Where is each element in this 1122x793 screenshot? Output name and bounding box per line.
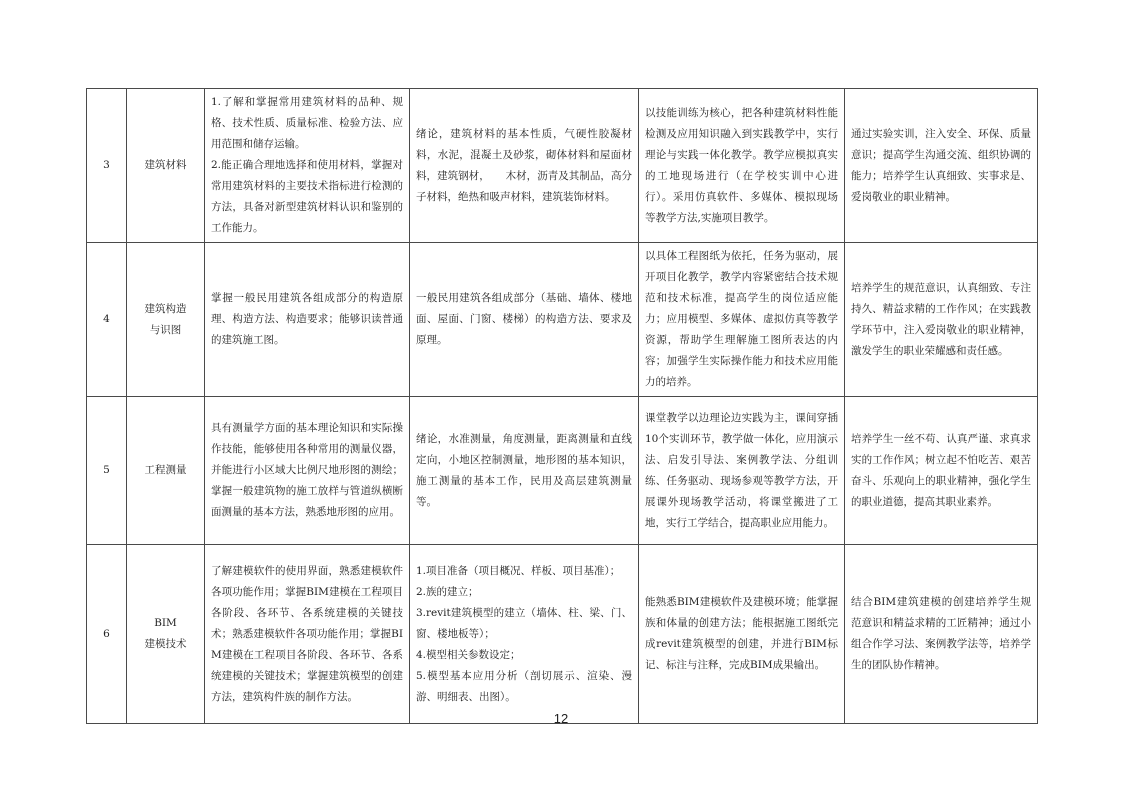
text-line: 1.项目准备（项目概况、样板、项目基准）；	[416, 564, 621, 577]
course-name: 建筑材料	[127, 89, 205, 243]
course-objectives: 了解建模软件的使用界面，熟悉建模软件各项功能作用；掌握BIM建模在工程项目各阶段、各环节、各系统建模的关键技术；熟悉建模软件各项功能作用；掌握BIM建模在工程项目各阶段、各环节、各系统建模的关键技术；掌握建筑模型的创建方法，建筑构件族的制作方法。	[205, 545, 410, 724]
page-number: 12	[553, 711, 569, 726]
text-line: 建模技术	[144, 638, 187, 650]
table-row	[87, 397, 1038, 545]
text-line: 5.模型基本应用分析（剖切展示、渲染、漫游、明细表、出图）。	[416, 669, 632, 703]
text-line: 2.族的建立；	[416, 585, 479, 598]
course-content	[410, 545, 639, 724]
text-line: 2.能正确合理地选择和使用材料，掌握对常用建筑材料的主要技术指标进行检测的方法，具备对新型建筑材料认识和鉴别的工作能力。	[211, 159, 403, 234]
ideological-elements: 结合BIM建筑建模的创建培养学生规范意识和精益求精的工匠精神；通过小组合作学习法、案例教学法等，培养学生的团队协作精神。	[845, 545, 1038, 724]
table-row	[87, 243, 1038, 397]
ideological-elements: 培养学生一丝不苟、认真严谨、求真求实的工作作风；树立起不怕吃苦、艰苦奋斗、乐观向上的职业精神，强化学生的职业道德，提高其职业素养。	[845, 397, 1038, 545]
course-name	[127, 545, 205, 724]
course-content: 绪论，建筑材料的基本性质，气硬性胶凝材料，水泥，混凝土及砂浆，砌体材料和屋面材料，建筑钢材， 木材，沥青及其制品，高分子材料，绝热和吸声材料，建筑装饰材料。	[410, 89, 639, 243]
text-line: 3.revit建筑模型的建立（墙体、柱、梁、门、窗、楼地板等）；	[416, 606, 632, 640]
course-name: 工程测量	[127, 397, 205, 545]
course-objectives: 掌握一般民用建筑各组成部分的构造原理、构造方法、构造要求；能够识读普通的建筑施工图。	[205, 243, 410, 397]
ideological-elements: 培养学生的规范意识，认真细致、专注持久、精益求精的工作作风；在实践教学环节中，注入爱岗敬业的职业精神，激发学生的职业荣耀感和责任感。	[845, 243, 1038, 397]
teaching-requirements: 以具体工程图纸为依托，任务为驱动，展开项目化教学，教学内容紧密结合技术规范和技术标准，提高学生的岗位适应能力；应用模型、多媒体、虚拟仿真等教学资源，帮助学生理解施工图所表达的内容；加强学生实际操作能力和技术应用能力的培养。	[639, 243, 845, 397]
course-number: 3	[87, 89, 127, 243]
course-number: 5	[87, 397, 127, 545]
text-line: 1.了解和掌握常用建筑材料的品种、规格、技术性质、质量标准、检验方法、应用范围和储存运输。	[211, 96, 403, 150]
course-number: 6	[87, 545, 127, 724]
course-number: 4	[87, 243, 127, 397]
text-line: 与识图	[149, 323, 182, 336]
course-objectives	[205, 89, 410, 243]
table-row	[87, 89, 1038, 243]
teaching-requirements: 以技能训练为核心，把各种建筑材料性能检测及应用知识融入到实践教学中，实行理论与实践一体化教学。教学应模拟真实的工地现场进行（在学校实训中心进行）。采用仿真软件、多媒体、模拟现场等教学方法,实施项目教学。	[639, 89, 845, 243]
ideological-elements: 通过实验实训，注入安全、环保、质量意识；提高学生沟通交流、组织协调的能力；培养学生认真细致、实事求是、爱岗敬业的职业精神。	[845, 89, 1038, 243]
course-content: 绪论，水准测量，角度测量，距离测量和直线定向，小地区控制测量，地形图的基本知识，施工测量的基本工作，民用及高层建筑测量等。	[410, 397, 639, 545]
course-content: 一般民用建筑各组成部分（基础、墙体、楼地面、屋面、门窗、楼梯）的构造方法、要求及原理。	[410, 243, 639, 397]
teaching-requirements: 课堂教学以边理论边实践为主，课间穿插10个实训环节，教学做一体化，应用演示法、启发引导法、案例教学法、分组训练、任务驱动、现场参观等教学方法，开展课外现场教学活动，将课堂搬进了工地，实行工学结合，提高职业应用能力。	[639, 397, 845, 545]
course-name	[127, 243, 205, 397]
text-line: 4.模型相关参数设定；	[416, 648, 521, 661]
teaching-requirements: 能熟悉BIM建模软件及建模环境；能掌握族和体量的创建方法；能根据施工图纸完成revit建筑模型的创建，并进行BIM标记、标注与注释，完成BIM成果输出。	[639, 545, 845, 724]
curriculum-table	[86, 88, 1038, 724]
table-row	[87, 545, 1038, 724]
course-objectives: 具有测量学方面的基本理论知识和实际操作技能，能够使用各种常用的测量仪器，并能进行小区域大比例尺地形图的测绘；掌握一般建筑物的施工放样与管道纵横断面测量的基本方法，熟悉地形图的应用。	[205, 397, 410, 545]
text-line: 建筑构造	[144, 302, 187, 315]
text-line: BIM	[154, 617, 177, 629]
